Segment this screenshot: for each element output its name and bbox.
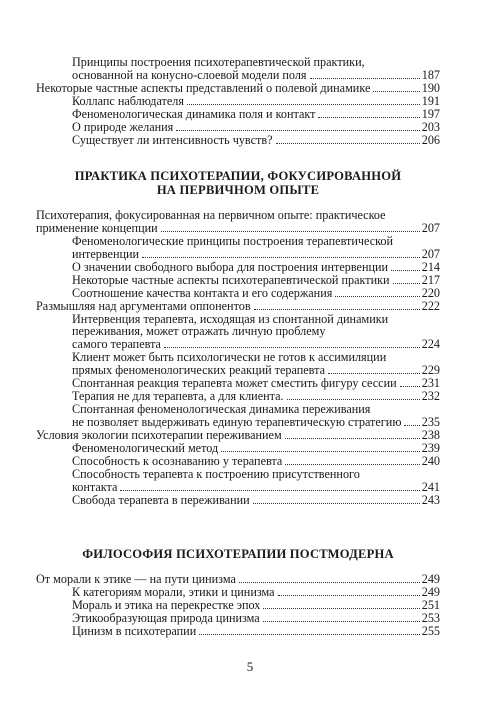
toc-entry xyxy=(36,209,440,235)
toc-entry-page-number: 241 xyxy=(421,479,440,494)
toc-entry-title: К категориям морали, этики и цинизма xyxy=(72,585,275,599)
toc-entry xyxy=(36,403,440,429)
toc-entry-title: О природе желания xyxy=(72,119,174,134)
toc-entry xyxy=(36,82,440,95)
toc-entry-title-line: Психотерапия, фокусированная на первичном опыте: практическое xyxy=(36,208,386,222)
toc-entry xyxy=(36,134,440,147)
toc-entry xyxy=(36,235,440,261)
section-heading-line-1: ФИЛОСОФИЯ ПСИХОТЕРАПИИ ПОСТМОДЕРНА xyxy=(82,547,394,561)
toc-entry-title: Соотношение качества контакта и его содержания xyxy=(72,285,333,300)
toc-entry-page-number: 251 xyxy=(421,598,440,612)
toc-entry-title-line: Клиент может быть психологически не готов к ассимиляции xyxy=(72,350,387,365)
toc-entry-last-line xyxy=(72,261,440,274)
dot-leader xyxy=(199,634,419,635)
toc-entry-title: Способность к осознаванию у терапевта xyxy=(72,453,283,468)
toc-entry-last-line xyxy=(36,82,440,95)
toc-entry-last-line xyxy=(72,69,440,82)
dot-leader xyxy=(142,257,420,258)
toc-entry-title: Коллапс наблюдателя xyxy=(72,93,184,108)
dot-leader xyxy=(285,438,420,439)
section-heading-philosophy xyxy=(36,547,440,561)
toc-entry-last-line xyxy=(72,121,440,134)
toc-entry-title: контакта xyxy=(72,479,118,494)
toc-entry-page-number: 253 xyxy=(421,611,440,625)
toc-entry-page-number: 190 xyxy=(421,80,440,95)
toc-entry xyxy=(36,287,440,300)
toc-entry-last-line xyxy=(72,108,440,121)
dot-leader xyxy=(254,309,420,310)
toc-entry-page-number: 220 xyxy=(421,285,440,300)
toc-entry-last-line xyxy=(36,300,440,313)
toc-entry-page-number: 206 xyxy=(421,132,440,147)
dot-leader xyxy=(120,490,419,491)
toc-entry-title-line: Феноменологические принципы построения терапевтической xyxy=(72,233,394,248)
dot-leader xyxy=(285,464,419,465)
toc-entry-title: Некоторые частные аспекты представлений о полевой динамике xyxy=(36,80,371,95)
dot-leader xyxy=(373,91,419,92)
toc-block-1 xyxy=(36,56,440,147)
toc-entry-page-number: 187 xyxy=(421,67,440,82)
toc-entry-title: О значении свободного выбора для построения интервенции xyxy=(72,259,389,274)
toc-entry-page-number: 231 xyxy=(421,375,440,390)
toc-entry-last-line xyxy=(72,442,440,455)
dot-leader xyxy=(239,582,420,583)
toc-entry xyxy=(36,625,440,638)
toc-entry xyxy=(36,108,440,121)
dot-leader xyxy=(164,347,420,348)
toc-entry-last-line xyxy=(72,274,440,287)
toc-entry-page-number: 207 xyxy=(421,246,440,261)
page-number: 5 xyxy=(246,659,254,674)
toc-entry-page-number: 207 xyxy=(421,220,440,235)
toc-entry-page-number: 235 xyxy=(421,414,440,429)
dot-leader xyxy=(263,621,420,622)
toc-entry-page-number: 222 xyxy=(421,298,440,313)
toc-entry-title: Терапия не для терапевта, а для клиента. xyxy=(72,388,284,403)
toc-entry-page-number: 203 xyxy=(421,119,440,134)
toc-entry-title-line: Интервенция терапевта, исходящая из спонтанной динамики xyxy=(72,311,389,326)
toc-entry-page-number: 214 xyxy=(421,259,440,274)
toc-entry-title: не позволяет выдерживать единую терапевтическую стратегию xyxy=(72,414,402,429)
toc-entry xyxy=(36,121,440,134)
toc-entry-page-number: 243 xyxy=(421,492,440,507)
section-heading-practice xyxy=(36,169,440,197)
toc-entry-last-line xyxy=(72,95,440,108)
dot-leader xyxy=(278,595,420,596)
toc-entry-title: применение концепции xyxy=(36,220,158,235)
toc-entry-title-line: переживания, может отражать личную проблему xyxy=(72,324,326,339)
toc-entry-page-number: 238 xyxy=(421,427,440,442)
dot-leader xyxy=(393,283,420,284)
dot-leader xyxy=(221,451,420,452)
toc-entry-last-line xyxy=(72,287,440,300)
toc-entry xyxy=(36,429,440,442)
toc-entry-title: Этикообразующая природа цинизма xyxy=(72,611,260,625)
toc-entry-page-number: 249 xyxy=(421,585,440,599)
toc-entry-last-line xyxy=(72,455,440,468)
dot-leader xyxy=(310,78,420,79)
toc-entry xyxy=(36,468,440,494)
dot-leader xyxy=(391,270,420,271)
toc-entry-page-number: 239 xyxy=(421,440,440,455)
toc-entry-title: Условия экологии психотерапии переживанием xyxy=(36,427,282,442)
toc-entry xyxy=(36,313,440,352)
toc-entry-title: Феноменологический метод xyxy=(72,440,219,455)
toc-block-3 xyxy=(36,573,440,638)
toc-entry-title: Некоторые частные аспекты психотерапевтической практики xyxy=(72,272,390,287)
toc-entry-title-line: Спонтанная феноменологическая динамика переживания xyxy=(72,401,371,416)
toc-entry-page-number: 232 xyxy=(421,388,440,403)
toc-entry xyxy=(36,56,440,82)
toc-entry-last-line xyxy=(72,416,440,429)
toc-entry-title: Спонтанная реакция терапевта может сместить фигуру сессии xyxy=(72,375,397,390)
dot-leader xyxy=(187,104,420,105)
toc-entry-title-line: Принципы построения психотерапевтической практики, xyxy=(72,55,365,69)
toc-entry-last-line xyxy=(36,222,440,235)
toc-entry-last-line xyxy=(72,248,440,261)
toc-entry-title: Мораль и этика на перекрестке эпох xyxy=(72,598,261,612)
dot-leader xyxy=(263,608,419,609)
toc-entry xyxy=(36,351,440,377)
toc-entry-page-number: 240 xyxy=(421,453,440,468)
toc-block-2 xyxy=(36,209,440,507)
toc-entry xyxy=(36,300,440,313)
toc-entry xyxy=(36,455,440,468)
dot-leader xyxy=(176,130,419,131)
toc-entry-title: интервенции xyxy=(72,246,140,261)
dot-leader xyxy=(335,296,419,297)
toc-entry-page-number: 191 xyxy=(421,93,440,108)
toc-entry xyxy=(36,274,440,287)
section-heading-line-1: ПРАКТИКА ПСИХОТЕРАПИИ, ФОКУСИРОВАННОЙ xyxy=(74,169,402,183)
toc-entry-page-number: 224 xyxy=(421,337,440,352)
dot-leader xyxy=(400,386,420,387)
toc-entry-title: Феноменологическая динамика поля и контакт xyxy=(72,106,316,121)
dot-leader xyxy=(276,143,420,144)
toc-entry-title: прямых феноменологических реакций терапевта xyxy=(72,362,326,377)
toc-entry-page-number: 249 xyxy=(421,572,440,586)
section-heading-line-2: НА ПЕРВИЧНОМ ОПЫТЕ xyxy=(156,183,320,197)
toc-entry-last-line xyxy=(72,134,440,147)
toc-entry-page-number: 255 xyxy=(421,624,440,638)
toc-entry-title: От морали к этике — на пути цинизма xyxy=(36,572,236,586)
toc-entry-last-line xyxy=(72,494,440,507)
toc-entry-page-number: 217 xyxy=(421,272,440,287)
toc-entry xyxy=(36,442,440,455)
toc-entry-title: Размышляя над аргументами оппонентов xyxy=(36,298,251,313)
toc-entry-title: Существует ли интенсивность чувств? xyxy=(72,132,273,147)
dot-leader xyxy=(404,425,419,426)
toc-entry-last-line xyxy=(72,625,440,638)
toc-entry-last-line xyxy=(36,429,440,442)
dot-leader xyxy=(161,231,420,232)
toc-entry-title: основанной на конусно-слоевой модели поля xyxy=(72,67,307,82)
toc-entry-page-number: 229 xyxy=(421,362,440,377)
toc-entry xyxy=(36,95,440,108)
dot-leader xyxy=(253,503,420,504)
toc-entry-title: самого терапевта xyxy=(72,337,161,352)
toc-entry-title: Цинизм в психотерапии xyxy=(72,624,197,638)
dot-leader xyxy=(318,117,419,118)
dot-leader xyxy=(328,373,420,374)
toc-entry-title: Свобода терапевта в переживании xyxy=(72,492,250,507)
dot-leader xyxy=(287,399,420,400)
toc-entry-last-line xyxy=(72,481,440,494)
toc-entry-page-number: 197 xyxy=(421,106,440,121)
toc-entry-title-line: Способность терапевта к построению присутственного xyxy=(72,466,360,481)
toc-entry xyxy=(36,494,440,507)
toc-entry xyxy=(36,261,440,274)
